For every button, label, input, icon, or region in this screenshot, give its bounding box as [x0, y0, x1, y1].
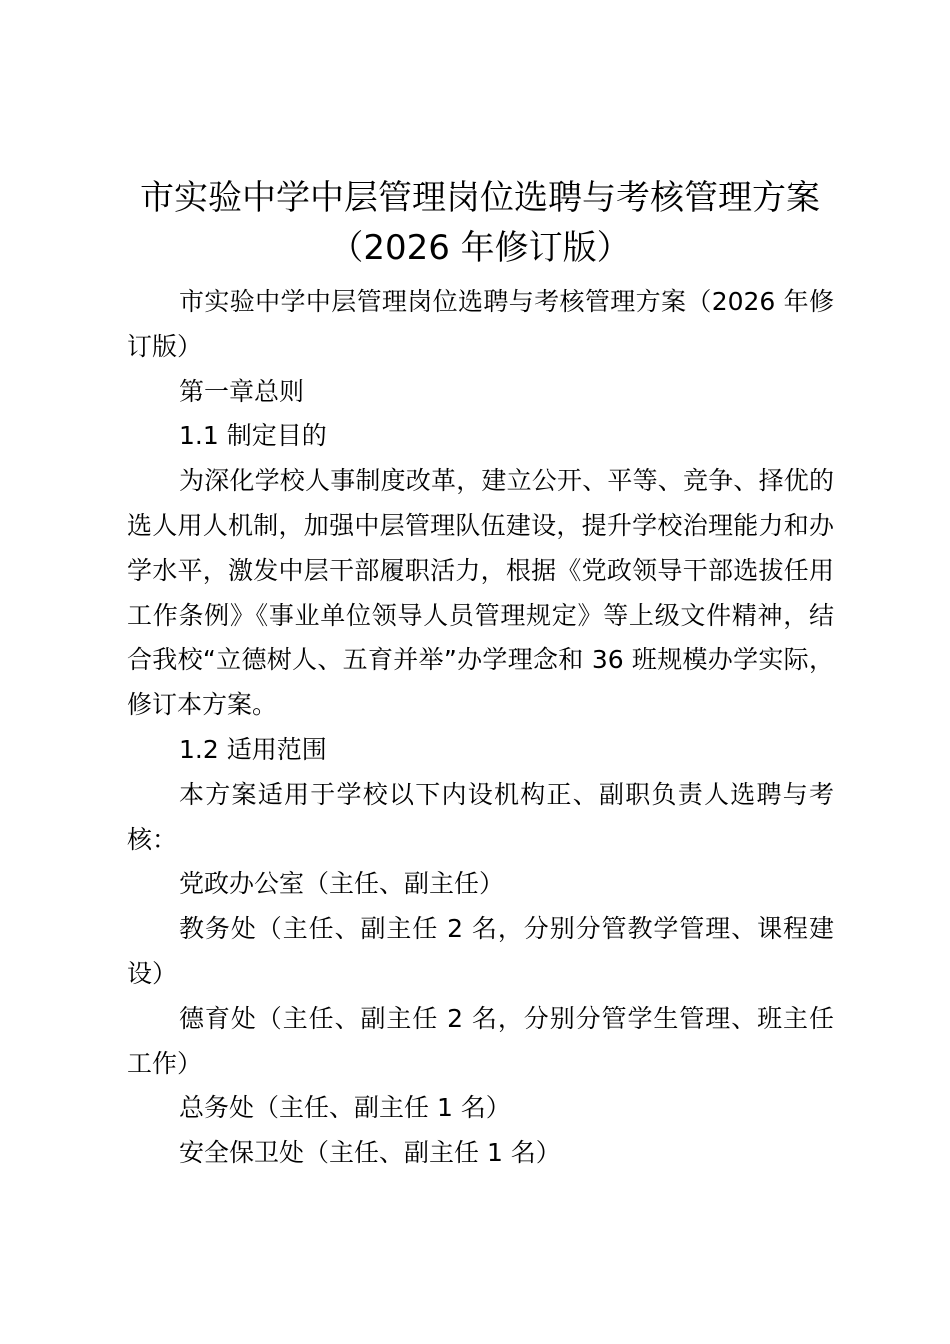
- chapter-heading: 第一章总则: [179, 376, 305, 406]
- list-item: 安全保卫处（主任、副主任 1 名）: [179, 1138, 561, 1168]
- section-heading-scope: 1.2 适用范围: [179, 734, 327, 764]
- list-item: 德育处（主任、副主任 2 名，分别分管学生管理、班主任工作）: [127, 1003, 834, 1078]
- list-item: 教务处（主任、副主任 2 名，分别分管教学管理、课程建设）: [127, 914, 834, 988]
- section-heading-purpose: 1.1 制定目的: [179, 421, 327, 451]
- document-body: [127, 280, 834, 1176]
- list-item: 总务处（主任、副主任 1 名）: [179, 1093, 511, 1123]
- document-subtitle: （2026 年修订版）: [329, 228, 631, 268]
- document-title: 市实验中学中层管理岗位选聘与考核管理方案: [140, 178, 820, 218]
- paragraph-intro: 市实验中学中层管理岗位选聘与考核管理方案（2026 年修订版）: [127, 287, 834, 361]
- paragraph-scope: 本方案适用于学校以下内设机构正、副职负责人选聘与考核：: [127, 779, 834, 854]
- paragraph-purpose: 为深化学校人事制度改革，建立公开、平等、竞争、择优的选人用人机制，加强中层管理队伍建设，提升学校治理能力和办学水平，激发中层干部履职活力，根据《党政领导干部选拔任用工作条例》《事业单位领导人员管理规定》等上级文件精神，结合我校“立德树人、五育并举”办学理念和 36 班规模办学实际，修订本方案。: [127, 466, 834, 720]
- list-item: 党政办公室（主任、副主任）: [179, 869, 505, 899]
